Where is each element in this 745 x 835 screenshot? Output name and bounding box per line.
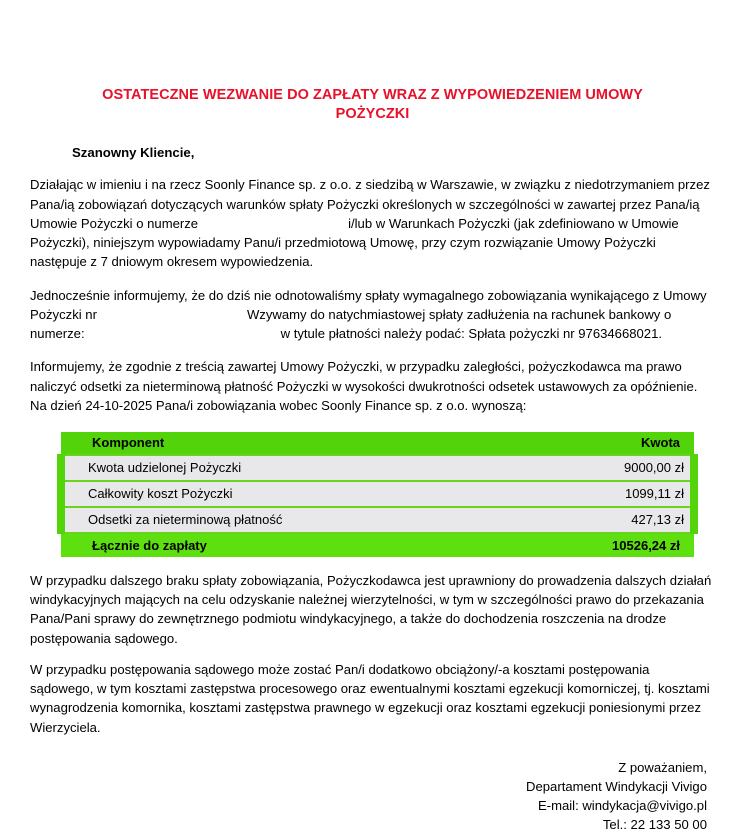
paragraph-payment-demand-part3: w tytule płatności należy podać: Spłata pożyczki nr 97634668021. — [280, 326, 663, 342]
row-component-label: Kwota udzielonej Pożyczki — [61, 455, 531, 481]
paragraph-payment-demand — [28, 272, 717, 344]
total-amount-value: 10526,24 zł — [612, 537, 680, 553]
table-total-row — [61, 533, 694, 557]
signature-email: E-mail: windykacja@vivigo.pl — [537, 797, 707, 813]
table-row — [61, 507, 694, 533]
amounts-table — [57, 432, 698, 557]
signature-closing: Z poważaniem, — [618, 759, 707, 775]
row-component-label: Odsetki za nieterminową płatność — [61, 507, 531, 533]
paragraph-termination-notice-part1: Działając w imieniu i na rzecz Soonly Finance sp. z o.o. z siedzibą w Warszawie, w związku z niedotrzymaniem przez Pana/ią zobowiązań dotyczących warunków spłaty Pożyczki określonych w szczególności w zawartej przez Pana/ią Umowie Pożyczki o numerze — [30, 177, 710, 231]
signature-phone: Tel.: 22 133 50 00 — [602, 816, 707, 832]
paragraph-termination-notice — [28, 161, 717, 271]
row-amount-value: 9000,00 zł — [531, 455, 694, 481]
paragraph-payment-demand-part2: Wzywamy do natychmiastowej spłaty zadłużenia na rachunek bankowy o numerze: — [30, 306, 672, 342]
row-component-label: Całkowity koszt Pożyczki — [61, 481, 531, 507]
amounts-table-head — [61, 432, 694, 455]
column-header-amount: Kwota — [531, 432, 694, 455]
salutation: Szanowny Kliencie, — [72, 145, 195, 161]
table-row — [61, 481, 694, 507]
paragraph-payment-demand-part1: Jednocześnie informujemy, że do dziś nie odnotowaliśmy spłaty wymagalnego zobowiązania wynikającego z Umowy Pożyczki nr — [30, 287, 707, 322]
table-row — [61, 455, 694, 481]
paragraph-interest-information: Informujemy, że zgodnie z treścią zawartej Umowy Pożyczki, w przypadku zaległości, pożyczkodawca ma prawo naliczyć odsetki za nieterminową płatność Pożyczki w wysokości dwukrotności odsetek ustawowych za opóźnienie. Na dzień 24-10-2025 Pana/i zobowiązania wobec Soonly Finance sp. z o.o. wynoszą: — [30, 359, 698, 413]
paragraph-court-costs-warning: W przypadku postępowania sądowego może zostać Pan/i dodatkowo obciążony/-a kosztami postępowania sądowego, w tym kosztami zastępstwa procesowego oraz ewentualnymi kosztami egzekucji komorniczej, tj. kosztami wynagrodzenia komornika, kosztami zastępstwa prawnego w egzekucji oraz kosztami egzekucji poniesionymi przez Wierzyciela. — [30, 661, 710, 735]
signature-block — [28, 737, 717, 835]
row-amount-value: 1099,11 zł — [531, 481, 694, 507]
page-title: OSTATECZNE WEZWANIE DO ZAPŁATY WRAZ Z WYPOWIEDZENIEM UMOWY POŻYCZKI — [102, 87, 643, 123]
amounts-table-header-row — [61, 432, 694, 455]
paragraph-termination-notice-part2: i/lub w Warunkach Pożyczki (jak zdefiniowano w Umowie Pożyczki), niniejszym wypowiadamy Panu/i przedmiotową Umowę, przy czym rozwiązanie Umowy Pożyczki następuje z 7 dniowym okresem wypowiedzenia. — [30, 215, 679, 270]
column-header-component: Komponent — [61, 432, 531, 455]
amounts-table-body — [61, 455, 694, 557]
total-label: Łącznie do zapłaty — [92, 537, 207, 553]
paragraph-debt-collection-warning: W przypadku dalszego braku spłaty zobowiązania, Pożyczkodawca jest uprawniony do prowadzenia dalszych działań windykacyjnych mających na celu odzyskanie należnej wierzytelności, w tym w szczególności prawo do przekazania Pana/Pani sprawy do zewnętrznego podmiotu windykacyjnego, a także do dochodzenia roszczenia na drodze postępowania sądowego. — [30, 572, 712, 646]
row-amount-value: 427,13 zł — [531, 507, 694, 533]
signature-department: Departament Windykacji Vivigo — [526, 778, 707, 794]
